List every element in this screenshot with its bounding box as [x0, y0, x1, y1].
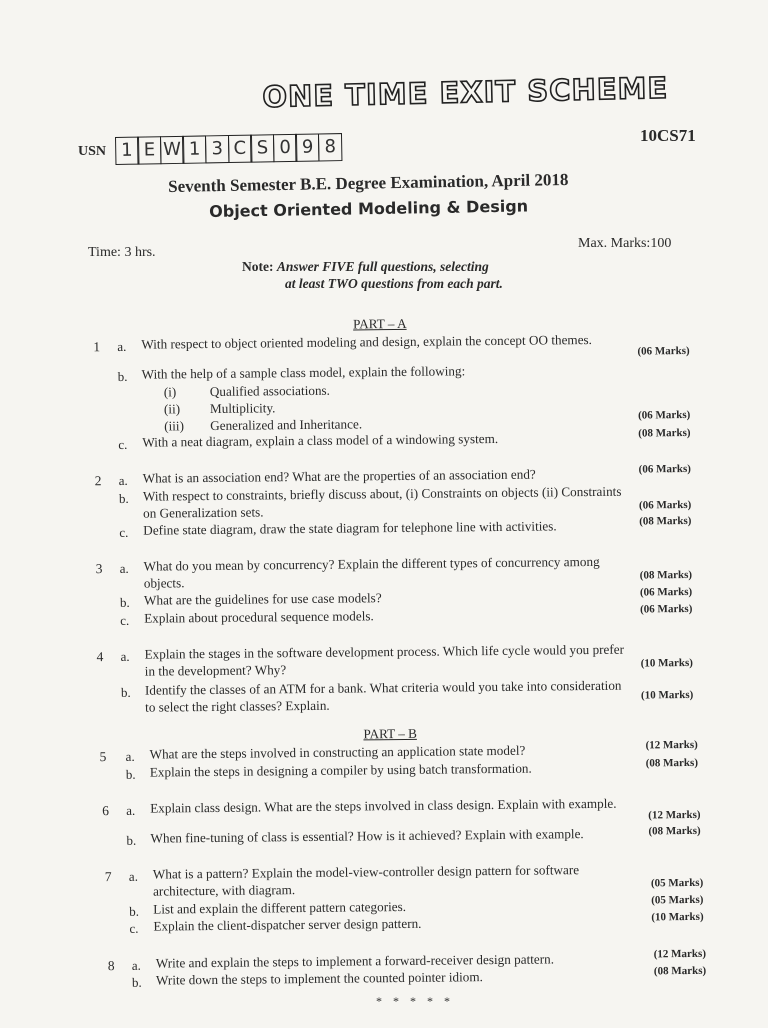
marks: (08 Marks) — [639, 514, 692, 528]
question-text: Write down the steps to implement the counted pointer idiom. — [155, 969, 483, 988]
usn-label: USN — [78, 144, 107, 159]
usn-char: S — [250, 134, 274, 162]
question-text: With the help of a sample class model, explain the following: — [141, 363, 466, 382]
sub-letter: a. — [117, 338, 127, 354]
marks: (06 Marks) — [637, 344, 690, 358]
usn-char: 0 — [273, 134, 297, 162]
question-text: With respect to object oriented modeling and design, explain the concept OO themes. — [141, 331, 593, 352]
question-text: architecture, with diagram. — [152, 882, 296, 899]
usn-char: 1 — [115, 137, 139, 165]
sub-letter: c. — [119, 524, 129, 540]
sub-letter: b. — [119, 594, 130, 610]
question-number: 7 — [104, 869, 112, 885]
marks: (06 Marks) — [639, 585, 693, 599]
question-number: 4 — [96, 649, 104, 665]
question-text: Write and explain the steps to implement a forward-receiver design pattern. — [155, 951, 555, 971]
question-text: What is a pattern? Explain the model-view-controller design pattern for software — [152, 862, 580, 882]
usn-char: 1 — [182, 135, 206, 163]
marks: (12 Marks) — [653, 947, 707, 961]
sub-letter: b. — [126, 832, 137, 848]
note-label: Note: — [242, 259, 274, 274]
time-allowed: Time: 3 hrs. — [88, 245, 156, 260]
sub-letter: b. — [129, 903, 140, 919]
question-text: in the development? Why? — [144, 662, 287, 679]
usn-char: 3 — [205, 135, 229, 163]
sub-letter: a. — [125, 748, 135, 764]
marks: (10 Marks) — [640, 656, 693, 670]
sub-letter: c. — [129, 920, 139, 936]
exam-scheme-banner: ONE TIME EXIT SCHEME — [262, 70, 669, 114]
note-line-1: Answer FIVE full questions, selecting — [276, 259, 489, 274]
note-line-2: at least TWO questions from each part. — [285, 276, 503, 291]
marks: (10 Marks) — [640, 688, 694, 702]
marks: (08 Marks) — [638, 426, 691, 440]
question-text: Qualified associations. — [209, 382, 331, 399]
roman-num: (ii) — [163, 401, 181, 417]
marks: (06 Marks) — [638, 408, 691, 422]
sub-letter: a. — [119, 560, 129, 576]
subject-code: 10CS71 — [640, 126, 696, 145]
question-text: objects. — [143, 575, 185, 591]
sub-letter: a. — [128, 868, 138, 884]
max-marks: Max. Marks:100 — [578, 236, 672, 251]
exam-title: Seventh Semester B.E. Degree Examination, April 2018 — [168, 170, 569, 196]
question-text: With respect to constraints, briefly discuss about, (i) Constraints on objects (ii) Constraints — [142, 483, 622, 504]
question-text: With a neat diagram, explain a class model of a windowing system. — [142, 430, 499, 450]
question-text: What are the guidelines for use case models? — [143, 590, 382, 608]
sub-letter: a. — [131, 957, 141, 973]
question-text: What are the steps involved in constructing an application state model? — [149, 742, 526, 762]
question-text: Generalized and Inheritance. — [210, 416, 363, 433]
sub-letter: b. — [131, 974, 142, 990]
question-text: What is an association end? What are the properties of an association end? — [142, 466, 536, 486]
marks: (08 Marks) — [645, 756, 699, 770]
question-text: Multiplicity. — [209, 400, 276, 416]
sub-letter: a. — [126, 802, 136, 818]
marks: (08 Marks) — [648, 824, 701, 838]
marks: (08 Marks) — [653, 964, 707, 978]
question-text: Identify the classes of an ATM for a bank. What criteria would you take into consideration — [144, 677, 622, 698]
sub-letter: b. — [117, 368, 128, 384]
question-number: 8 — [107, 958, 115, 974]
part-b-heading: PART – B — [363, 725, 417, 742]
usn-char: 9 — [295, 133, 319, 161]
question-text: Explain the client-dispatcher server design pattern. — [153, 915, 422, 934]
marks: (12 Marks) — [648, 808, 701, 822]
usn-char: E — [137, 136, 161, 164]
question-text: Explain the stages in the software development process. Which life cycle would you prefer — [144, 641, 625, 662]
question-number: 5 — [99, 749, 107, 765]
marks: (06 Marks) — [638, 498, 692, 512]
end-marker: * * * * * — [376, 994, 454, 1008]
usn-char: W — [160, 136, 184, 164]
sub-letter: b. — [118, 490, 129, 506]
question-text: Explain the steps in designing a compiler by using batch transformation. — [149, 760, 532, 780]
usn-char: 8 — [318, 133, 342, 161]
marks: (10 Marks) — [651, 910, 704, 924]
marks: (05 Marks) — [650, 876, 704, 890]
question-text: Explain about procedural sequence models. — [144, 608, 374, 626]
question-number: 2 — [94, 473, 102, 489]
marks: (06 Marks) — [640, 602, 693, 616]
sub-letter: a. — [118, 472, 128, 488]
question-number: 1 — [93, 339, 101, 355]
usn-char: C — [228, 135, 252, 163]
question-text: Define state diagram, draw the state diagram for telephone line with activities. — [143, 518, 557, 538]
roman-num: (iii) — [164, 418, 185, 434]
question-number: 6 — [102, 803, 110, 819]
sub-letter: b. — [120, 684, 131, 700]
sub-letter: a. — [120, 648, 130, 664]
question-text: on Generalization sets. — [142, 504, 264, 521]
roman-num: (i) — [163, 384, 177, 400]
sub-letter: c. — [118, 436, 128, 452]
marks: (05 Marks) — [651, 893, 704, 907]
question-text: Explain class design. What are the steps involved in class design. Explain with example. — [150, 795, 617, 816]
question-text: List and explain the different pattern categories. — [153, 898, 407, 917]
question-text: When fine-tuning of class is essential? How is it achieved? Explain with example. — [150, 826, 584, 846]
marks: (12 Marks) — [645, 738, 698, 752]
sub-letter: b. — [125, 766, 136, 782]
sub-letter: c. — [120, 612, 130, 628]
question-number: 3 — [95, 561, 103, 577]
subject-title: Object Oriented Modeling & Design — [209, 196, 529, 221]
question-text: to select the right classes? Explain. — [145, 697, 330, 715]
marks: (06 Marks) — [638, 462, 691, 476]
part-a-heading: PART – A — [353, 315, 407, 332]
marks: (08 Marks) — [639, 568, 693, 582]
question-text: What do you mean by concurrency? Explain the different types of concurrency among — [143, 553, 600, 574]
